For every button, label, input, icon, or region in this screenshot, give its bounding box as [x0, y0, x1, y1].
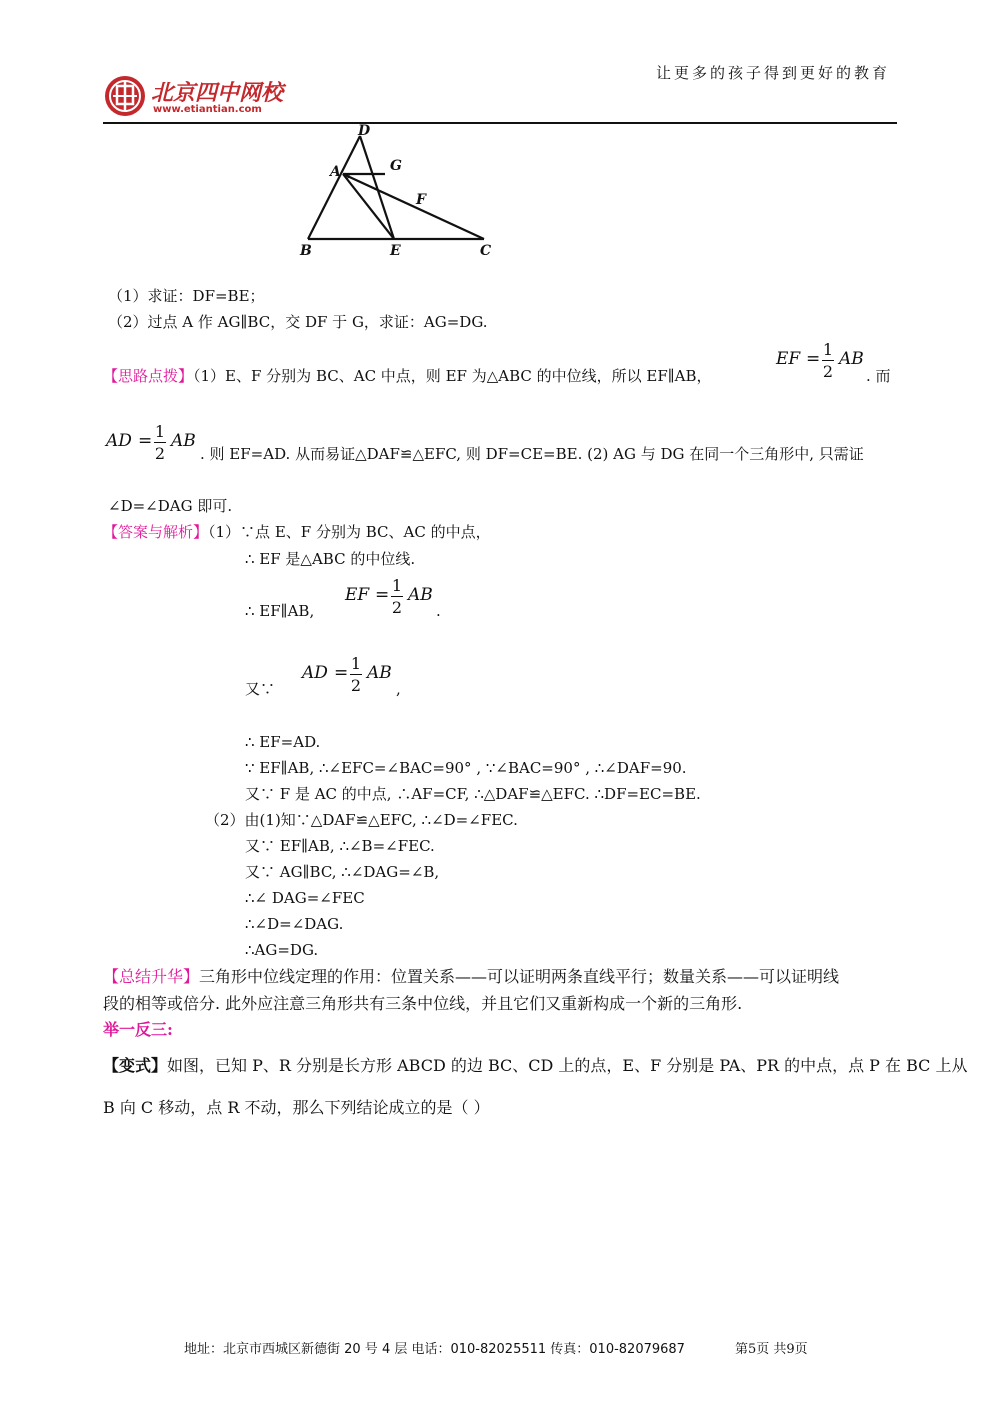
- logo-text: 北京四中网校: [151, 80, 284, 106]
- hint-tag: 【思路点拨】: [103, 367, 194, 385]
- label-b: B: [300, 243, 312, 259]
- label-e: E: [390, 243, 401, 259]
- label-a: A: [330, 164, 341, 180]
- answer-line4-end: ,: [396, 680, 401, 698]
- segment-dfe: [360, 136, 394, 239]
- answer-line3: ∴ EF∥AB,: [245, 602, 315, 620]
- hint-text-2: . 则 EF=AD. 从而易证△DAF≌△EFC, 则 DF=CE=BE. (2) AG 与 DG 在同一个三角形中, 只需证: [200, 445, 864, 463]
- summary-line2: 段的相等或倍分. 此外应注意三角形共有三条中位线，并且它们又重新构成一个新的三角形.: [103, 994, 743, 1013]
- answer-line4: 又∵: [245, 680, 276, 698]
- segment-ef-mid: [343, 174, 394, 239]
- answer-line12: ∴∠D=∠DAG.: [245, 915, 344, 933]
- formula-ef-half-ab-2: EF = 1 2 AB: [345, 576, 433, 617]
- summary-line1: 【总结升华】三角形中位线定理的作用：位置关系——可以证明两条直线平行；数量关系——可以证明线: [103, 967, 840, 986]
- segment-ac: [343, 174, 484, 239]
- label-g: G: [390, 158, 402, 174]
- answer-line2: ∴ EF 是△ABC 的中位线.: [245, 550, 416, 568]
- variation-line1: 【变式】如图，已知 P、R 分别是长方形 ABCD 的边 BC、CD 上的点，E、F 分别是 PA、PR 的中点，点 P 在 BC 上从: [103, 1056, 968, 1075]
- answer-line10: 又∵ AG∥BC, ∴∠DAG=∠B,: [245, 863, 440, 881]
- hint-text-1: （1）E、F 分别为 BC、AC 中点，则 EF 为△ABC 的中位线，所以 EF∥AB，: [193, 367, 712, 385]
- answer-line5: ∴ EF=AD.: [245, 733, 321, 751]
- footer-address: 地址：北京市西城区新德街 20 号 4 层 电话：010-82025511 传真：010-82079687: [184, 1342, 685, 1357]
- answer-line7: 又∵ F 是 AC 的中点, ∴AF=CF, ∴△DAF≌△EFC. ∴DF=EC=BE.: [245, 785, 701, 803]
- variation-heading: 举一反三:: [103, 1020, 173, 1039]
- formula-ad-half-ab: AD = 1 2 AB: [106, 422, 196, 463]
- formula-ef-half-ab: EF = 1 2 AB: [776, 340, 864, 381]
- answer-tag: 【答案与解析】: [103, 523, 209, 541]
- answer-line1: 【答案与解析】（1）∵点 E、F 分别为 BC、AC 的中点，: [103, 523, 491, 541]
- hint-text-3: ∠D=∠DAG 即可.: [108, 497, 233, 515]
- footer-page: 第5页 共9页: [735, 1342, 808, 1357]
- logo-emblem-icon: [103, 74, 147, 118]
- problem-q2: （2）过点 A 作 AG∥BC，交 DF 于 G，求证：AG=DG.: [108, 313, 488, 331]
- hint-line1: [103, 366, 712, 386]
- answer-line8: （2）由(1)知∵△DAF≌△EFC, ∴∠D=∠FEC.: [205, 811, 518, 829]
- problem-q1: （1）求证：DF=BE；: [108, 287, 265, 305]
- variation-tag: 【变式】: [103, 1056, 168, 1075]
- logo-url: www.etiantian.com: [153, 104, 262, 115]
- hint-text-1-end: . 而: [866, 367, 891, 385]
- label-c: C: [480, 243, 492, 259]
- label-f: F: [416, 192, 426, 208]
- answer-line13: ∴AG=DG.: [245, 941, 319, 959]
- summary-tag: 【总结升华】: [103, 967, 200, 986]
- answer-line6: ∵ EF∥AB, ∴∠EFC=∠BAC=90° , ∵∠BAC=90° , ∴∠DAF=90.: [245, 759, 687, 777]
- label-d: D: [358, 123, 371, 139]
- answer-line9: 又∵ EF∥AB, ∴∠B=∠FEC.: [245, 837, 435, 855]
- header-slogan: 让更多的孩子得到更好的教育: [656, 64, 891, 82]
- variation-line2: B 向 C 移动，点 R 不动，那么下列结论成立的是（ ）: [103, 1098, 490, 1117]
- answer-line11: ∴∠ DAG=∠FEC: [245, 889, 365, 907]
- formula-ad-half-ab-2: AD = 1 2 AB: [302, 654, 392, 695]
- triangle-figure: [290, 122, 510, 262]
- answer-line3-end: .: [436, 602, 441, 620]
